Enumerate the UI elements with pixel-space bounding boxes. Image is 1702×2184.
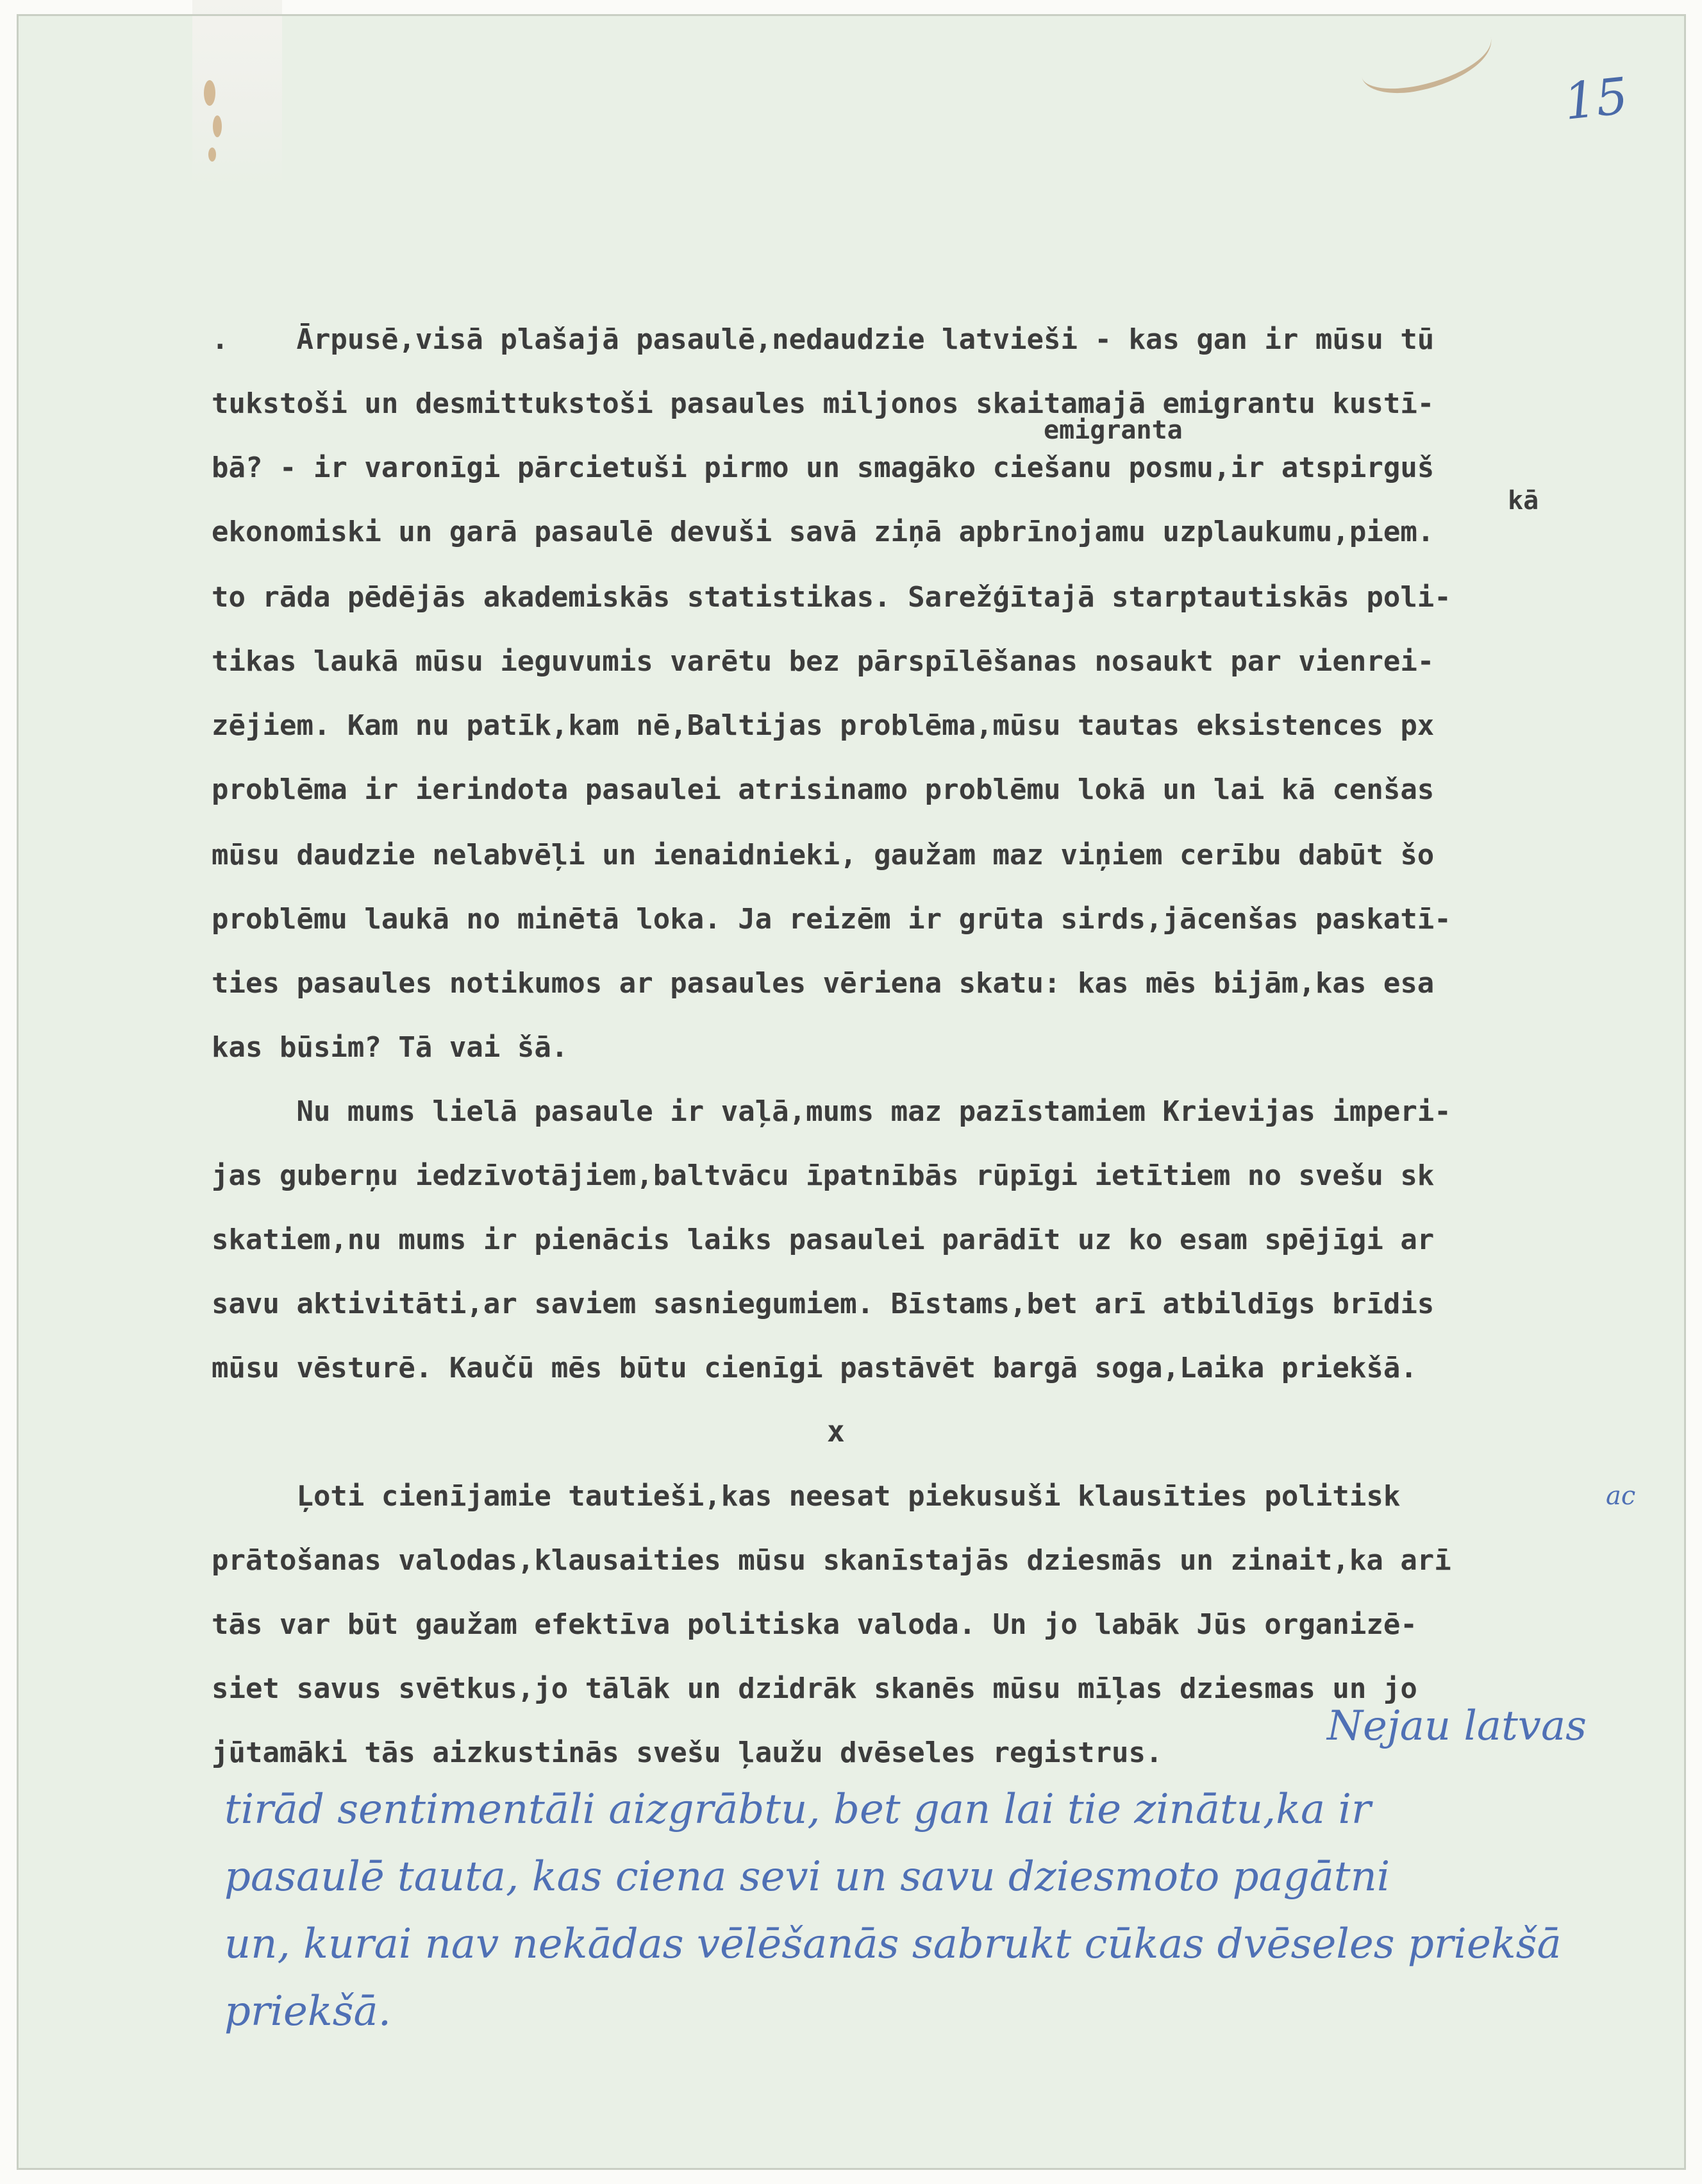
line-05: to rāda pēdējās akademiskās statistikas. Sarežģītajā starptautiskās poli- bbox=[212, 581, 1451, 614]
line-19: prātošanas valodas,klausaities mūsu skanīstajās dziesmās un zinait,ka arī bbox=[212, 1544, 1451, 1577]
line-08: problēma ir ierindota pasaulei atrisinamo problēmu lokā un lai kā cenšas bbox=[212, 773, 1435, 806]
line-06: tikas laukā mūsu ieguvumis varētu bez pārspīlēšanas nosaukt par vienrei- bbox=[212, 645, 1435, 678]
line-02: tukstoši un desmittukstoši pasaules miljonos skaitamajā emigrantu kustī- bbox=[212, 387, 1435, 420]
line-03: bā? - ir varonīgi pārcietuši pirmo un smagāko ciešanu posmu,ir atspirguš bbox=[212, 451, 1435, 484]
line-14: jas guberņu iedzīvotājiem,baltvācu īpatnībās rūpīgi ietītiem no svešu sk bbox=[212, 1159, 1435, 1192]
line-09: mūsu daudzie nelabvēļi un ienaidnieki, gaužam maz viņiem cerību dabūt šo bbox=[212, 839, 1435, 871]
insertion-emigranta: emigranta bbox=[1044, 416, 1183, 445]
line-21: siet savus svētkus,jo tālāk un dzidrāk skanēs mūsu mīļas dziesmas un jo bbox=[212, 1672, 1417, 1705]
rust-stain bbox=[204, 80, 215, 106]
section-separator: x bbox=[827, 1414, 845, 1449]
handwritten-note-5: priekšā. bbox=[224, 1988, 392, 2035]
rust-stain bbox=[213, 115, 222, 137]
line-17: mūsu vēsturē. Kaučū mēs būtu cienīgi pastāvēt bargā soga,Laika priekšā. bbox=[212, 1352, 1417, 1384]
page-number: 15 bbox=[1561, 67, 1631, 131]
line-13: Nu mums lielā pasaule ir vaļā,mums maz pazīstamiem Krievijas imperi- bbox=[212, 1095, 1451, 1128]
line-20: tās var būt gaužam efektīva politiska valoda. Un jo labāk Jūs organizē- bbox=[212, 1608, 1417, 1641]
line-07: zējiem. Kam nu patīk,kam nē,Baltijas problēma,mūsu tautas eksistences px bbox=[212, 709, 1435, 742]
line-04: ekonomiski un garā pasaulē devuši savā ziņā apbrīnojamu uzplaukumu,piem. bbox=[212, 516, 1435, 548]
line-10: problēmu laukā no minētā loka. Ja reizēm ir grūta sirds,jācenšas paskatī- bbox=[212, 903, 1451, 936]
line-12: kas būsim? Tā vai šā. bbox=[212, 1031, 569, 1064]
insertion-ka: kā bbox=[1508, 486, 1539, 516]
handwritten-note-2: tirād sentimentāli aizgrābtu, bet gan lai tie zinātu,ka ir bbox=[224, 1786, 1371, 1833]
line-11: ties pasaules notikumos ar pasaules vēriena skatu: kas mēs bijām,kas esa bbox=[212, 967, 1435, 1000]
line-15: skatiem,nu mums ir pienācis laiks pasaulei parādīt uz ko esam spējīgi ar bbox=[212, 1223, 1435, 1256]
line-16: savu aktivitāti,ar saviem sasniegumiem. Bīstams,bet arī atbildīgs brīdis bbox=[212, 1288, 1435, 1320]
line-01: . Ārpusē,visā plašajā pasaulē,nedaudzie latvieši - kas gan ir mūsu tū bbox=[212, 323, 1435, 356]
handwritten-note-1: Nejau latvas bbox=[1327, 1702, 1587, 1750]
handwritten-note-3: pasaulē tauta, kas ciena sevi un savu dziesmoto pagātni bbox=[224, 1853, 1390, 1901]
handwritten-note-4: un, kurai nav nekādas vēlēšanās sabrukt cūkas dvēseles priekšā bbox=[224, 1920, 1562, 1968]
rust-stain bbox=[208, 147, 216, 162]
insertion-ac: ac bbox=[1606, 1481, 1636, 1511]
line-18: Ļoti cienījamie tautieši,kas neesat piekusuši klausīties politisk bbox=[212, 1480, 1401, 1513]
line-22: jūtamāki tās aizkustinās svešu ļaužu dvēseles registrus. bbox=[212, 1736, 1163, 1769]
